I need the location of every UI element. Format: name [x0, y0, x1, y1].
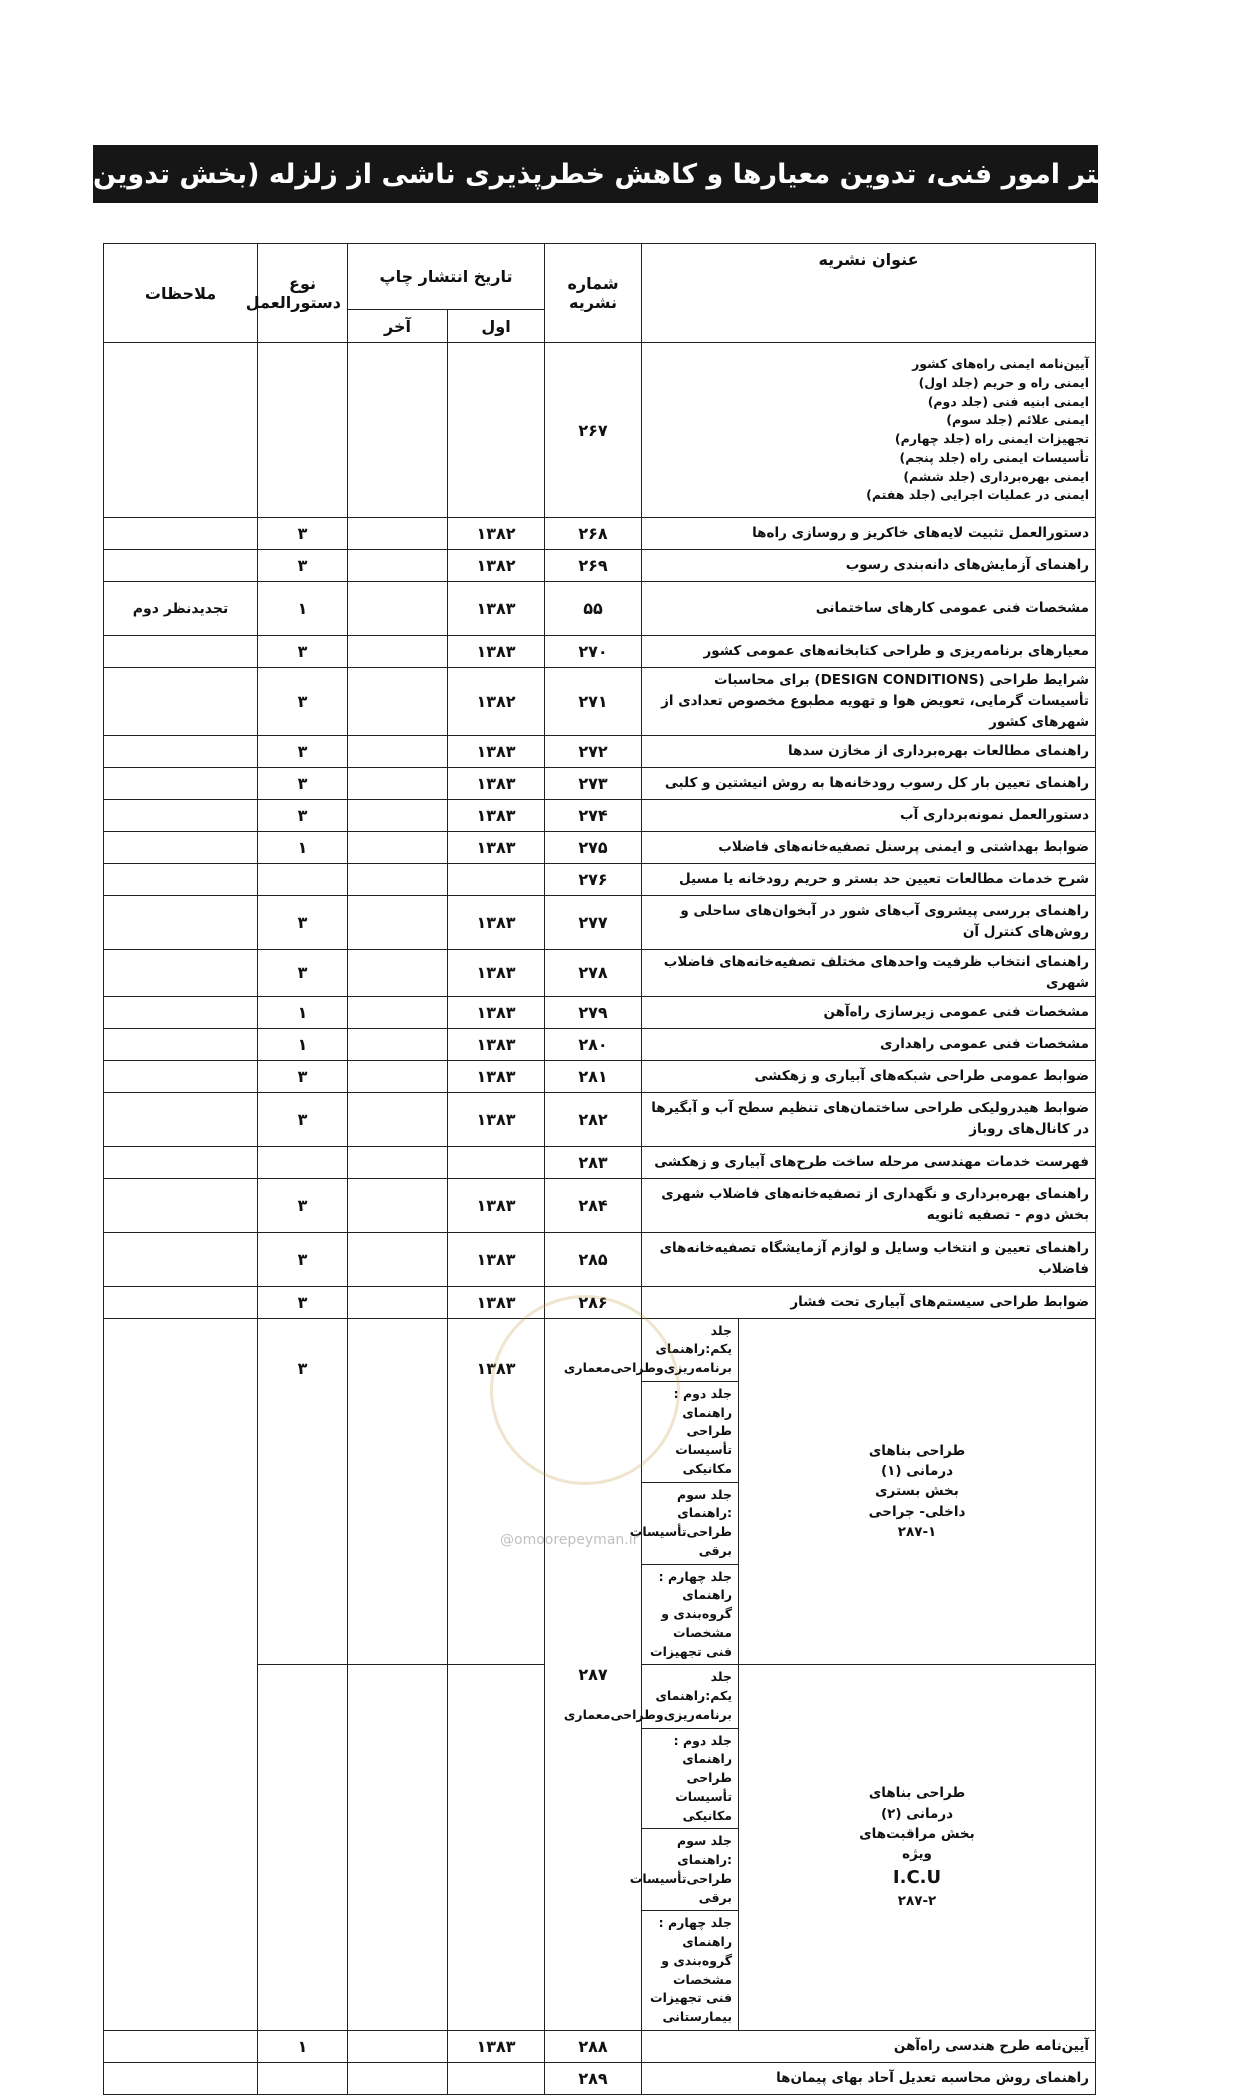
row-notes [104, 767, 258, 799]
row-title: راهنمای بهره‌برداری و نگهداری از تصفیه‌خانه‌های فاضلاب شهری بخش دوم - تصفیه ثانویه [642, 1178, 1096, 1232]
row-number: ۲۸۱ [545, 1060, 642, 1092]
volume-cell [629, 1482, 739, 1564]
row-type: ۱ [258, 996, 348, 1028]
row-first [448, 2062, 545, 2094]
row-type: ۳ [258, 1060, 348, 1092]
table-row [104, 895, 1096, 949]
row-first [448, 1665, 545, 2031]
volume-label: جلد دوم : [673, 1385, 733, 1401]
table-row [104, 343, 1096, 518]
volume-cell [629, 1829, 739, 1911]
row-number: ۲۷۳ [545, 767, 642, 799]
row-notes [104, 1146, 258, 1178]
row-number: ۲۷۹ [545, 996, 642, 1028]
publication-subtitle-line: ایمنی علائم (جلد سوم) [946, 412, 1090, 428]
row-notes [104, 2062, 258, 2094]
row-notes [104, 636, 258, 668]
table-row [104, 582, 1096, 636]
row-first: ۱۳۸۳ [448, 1060, 545, 1092]
volume-text: راهنمای طراحی تأسیسات مکانیکی [675, 1404, 733, 1476]
row-last [348, 550, 448, 582]
row-number: ۲۶۷ [545, 343, 642, 518]
row-last [348, 895, 448, 949]
row-notes [104, 799, 258, 831]
row-last [348, 2062, 448, 2094]
table-row [104, 1146, 1096, 1178]
row-type: ۳ [258, 1232, 348, 1286]
volume-label: جلد سوم : [677, 1833, 733, 1868]
volume-cell [642, 1564, 739, 1665]
table-row [104, 518, 1096, 550]
table-row [104, 2030, 1096, 2062]
row-first: ۱۳۸۳ [448, 895, 545, 949]
row-title: ضوابط بهداشتی و ایمنی پرسنل تصفیه‌خانه‌های فاضلاب [642, 831, 1096, 863]
row-number: ۲۸۷ [545, 1318, 642, 2030]
table-row [104, 2062, 1096, 2094]
table-row [104, 863, 1096, 895]
row-type: ۱ [258, 582, 348, 636]
group-name-line: طراحی بناهای [868, 1442, 966, 1459]
table-row [104, 636, 1096, 668]
row-first: ۱۳۸۳ [448, 1286, 545, 1318]
row-last [348, 2030, 448, 2062]
row-notes [104, 1028, 258, 1060]
row-title: راهنمای بررسی پیشروی آب‌های شور در آبخوان‌های ساحلی و روش‌های کنترل آن [642, 895, 1096, 949]
row-notes [104, 550, 258, 582]
row-title: فهرست خدمات مهندسی مرحله ساخت طرح‌های آبیاری و زهکشی [642, 1146, 1096, 1178]
row-first: ۱۳۸۳ [448, 799, 545, 831]
row-last [348, 343, 448, 518]
row-number: ۲۶۸ [545, 518, 642, 550]
table-row [104, 799, 1096, 831]
publication-subtitle-line: ایمنی در عملیات اجرایی (جلد هفتم) [866, 487, 1090, 503]
volume-cell [642, 1728, 739, 1829]
row-first: ۱۳۸۳ [448, 1178, 545, 1232]
row-first: ۱۳۸۲ [448, 550, 545, 582]
volume-text: راهنمای برنامه‌ریزی‌وطراحی‌معماری [563, 1341, 733, 1376]
row-type: ۳ [258, 518, 348, 550]
row-first: ۱۳۸۳ [448, 582, 545, 636]
row-type: ۳ [258, 668, 348, 736]
row-first: ۱۳۸۳ [448, 735, 545, 767]
row-first [448, 1146, 545, 1178]
row-number: ۲۸۹ [545, 2062, 642, 2094]
row-last [348, 767, 448, 799]
row-type: ۳ [258, 636, 348, 668]
row-last [348, 668, 448, 736]
row-last [348, 1092, 448, 1146]
row-last [348, 582, 448, 636]
publication-subtitle-line: آیین‌نامه ایمنی راه‌های کشور [912, 356, 1090, 371]
row-number: ۲۸۶ [545, 1286, 642, 1318]
row-title: راهنمای مطالعات بهره‌برداری از مخازن سدها [642, 735, 1096, 767]
publication-subtitle-line: ایمنی بهره‌برداری (جلد ششم) [903, 468, 1090, 484]
row-notes [104, 1060, 258, 1092]
row-first: ۱۳۸۳ [448, 767, 545, 799]
row-type [258, 343, 348, 518]
row-title: مشخصات فنی عمومی زیرسازی راه‌آهن [642, 996, 1096, 1028]
group-name [739, 1665, 1096, 2031]
row-number: ۲۶۹ [545, 550, 642, 582]
row-notes [104, 1286, 258, 1318]
table-row [104, 1178, 1096, 1232]
row-title: معیارهای برنامه‌ریزی و طراحی کتابخانه‌های عمومی کشور [642, 636, 1096, 668]
row-type [258, 1146, 348, 1178]
row-first [448, 863, 545, 895]
volume-text: راهنمای گروه‌بندی و مشخصات فنی تجهیزات [650, 1587, 733, 1659]
row-title: دستورالعمل نمونه‌برداری آب [642, 799, 1096, 831]
row-first: ۱۳۸۳ [448, 1092, 545, 1146]
row-number: ۲۷۵ [545, 831, 642, 863]
row-notes [104, 518, 258, 550]
publication-subtitle-line: تأسیسات ایمنی راه (جلد پنجم) [899, 449, 1090, 465]
row-first: ۱۳۸۳ [448, 831, 545, 863]
row-type: ۱ [258, 2030, 348, 2062]
row-number: ۲۷۶ [545, 863, 642, 895]
group-name-line: I.C.U [892, 1867, 942, 1889]
row-last [348, 1178, 448, 1232]
row-notes [104, 1178, 258, 1232]
row-notes [104, 668, 258, 736]
row-first: ۱۳۸۳ [448, 1318, 545, 1665]
row-last [348, 1665, 448, 2031]
header-last: آخر [348, 310, 448, 343]
row-first: ۱۳۸۳ [448, 2030, 545, 2062]
volume-text: راهنمای برنامه‌ریزی‌وطراحی‌معماری [563, 1688, 733, 1722]
row-type [258, 2062, 348, 2094]
row-type: ۳ [258, 550, 348, 582]
table-header-row [104, 244, 1096, 310]
row-number: ۲۷۲ [545, 735, 642, 767]
table-row [104, 1286, 1096, 1318]
row-title: آیین‌نامه طرح هندسی راه‌آهن [642, 2030, 1096, 2062]
table-row [104, 1060, 1096, 1092]
row-number: ۲۷۸ [545, 949, 642, 996]
table-row [104, 735, 1096, 767]
row-notes [104, 949, 258, 996]
row-first: ۱۳۸۲ [448, 668, 545, 736]
table-row [104, 1318, 1096, 1381]
row-number: ۲۸۳ [545, 1146, 642, 1178]
row-number: ۲۸۵ [545, 1232, 642, 1286]
row-notes [104, 1232, 258, 1286]
row-type: ۳ [258, 1318, 348, 1665]
header-date-group: تاریخ انتشار چاپ [348, 244, 545, 310]
row-first: ۱۳۸۳ [448, 1028, 545, 1060]
row-last [348, 1060, 448, 1092]
volume-text: راهنمای طراحی‌تأسیسات برقی [629, 1852, 733, 1905]
group-name [739, 1318, 1096, 1665]
row-notes [104, 2030, 258, 2062]
row-title: مشخصات فنی عمومی کارهای ساختمانی [642, 582, 1096, 636]
volume-label: جلد چهارم : [658, 1915, 733, 1931]
row-title: شرح خدمات مطالعات تعیین حد بستر و حریم رودخانه یا مسیل [642, 863, 1096, 895]
page-title: نشریات دفتر امور فنی، تدوین معیارها و کاهش خطرپذیری ناشی از زلزله (بخش تدوین [93, 145, 1098, 203]
row-type [258, 863, 348, 895]
group-name-line: ۲۸۷-۲ [897, 1893, 937, 1910]
row-number: ۲۸۲ [545, 1092, 642, 1146]
row-number: ۲۷۰ [545, 636, 642, 668]
table-row [104, 668, 1096, 736]
table-row [104, 996, 1096, 1028]
row-type: ۱ [258, 831, 348, 863]
row-last [348, 1318, 448, 1665]
group-name-line: درمانی (۲) [880, 1805, 954, 1822]
row-notes [104, 895, 258, 949]
row-number: ۲۷۱ [545, 668, 642, 736]
volume-text: راهنمای طراحی تأسیسات مکانیکی [675, 1751, 733, 1823]
volume-cell [642, 1911, 739, 2031]
volume-cell [642, 1381, 739, 1482]
row-last [348, 1146, 448, 1178]
row-type: ۳ [258, 949, 348, 996]
volume-label: جلد چهارم : [658, 1568, 733, 1584]
row-type: ۳ [258, 767, 348, 799]
row-last [348, 1286, 448, 1318]
row-type: ۳ [258, 1286, 348, 1318]
volume-text: راهنمای طراحی‌تأسیسات برقی [629, 1505, 733, 1558]
publication-subtitle-line: تجهیزات ایمنی راه (جلد چهارم) [894, 431, 1090, 446]
header-title: عنوان نشریه [642, 244, 1096, 343]
watermark-text: @omoorepeyman.ir [500, 1532, 639, 1548]
group-name-line: بخش مراقبت‌های [859, 1825, 975, 1842]
row-last [348, 1232, 448, 1286]
row-last [348, 1028, 448, 1060]
row-last [348, 636, 448, 668]
table-row [104, 1028, 1096, 1060]
row-last [348, 863, 448, 895]
group-name-line: ویژه [902, 1846, 932, 1863]
row-type [258, 1665, 348, 2031]
row-notes [104, 735, 258, 767]
publication-subtitle-line: ایمنی ابنیه فنی (جلد دوم) [927, 393, 1090, 409]
table-row [104, 1232, 1096, 1286]
row-type: ۳ [258, 799, 348, 831]
row-first [448, 343, 545, 518]
header-notes: ملاحظات [104, 244, 258, 343]
row-type: ۳ [258, 1092, 348, 1146]
table-body [104, 343, 1096, 2095]
row-last [348, 518, 448, 550]
publication-subtitle-line: ایمنی راه و حریم (جلد اول) [918, 374, 1090, 390]
row-first: ۱۳۸۳ [448, 996, 545, 1028]
group-name-line: درمانی (۱) [880, 1463, 954, 1480]
row-first: ۱۳۸۳ [448, 949, 545, 996]
row-number: ۲۷۴ [545, 799, 642, 831]
group-name-line: بخش بستری [875, 1483, 959, 1500]
row-type: ۳ [258, 735, 348, 767]
row-last [348, 996, 448, 1028]
row-notes [104, 343, 258, 518]
table-row [104, 550, 1096, 582]
volume-label: جلد سوم : [677, 1486, 733, 1521]
volume-text: راهنمای گروه‌بندی و مشخصات فنی تجهیزات بیمارستانی [650, 1934, 733, 2025]
row-notes [104, 863, 258, 895]
row-title: ضوابط عمومی طراحی شبکه‌های آبیاری و زهکشی [642, 1060, 1096, 1092]
row-first: ۱۳۸۲ [448, 518, 545, 550]
row-number: ۲۸۸ [545, 2030, 642, 2062]
table-row [104, 767, 1096, 799]
row-title: راهنمای انتخاب ظرفیت واحدهای مختلف تصفیه‌خانه‌های فاضلاب شهری [642, 949, 1096, 996]
group-name-line: طراحی بناهای [868, 1785, 966, 1802]
table-row [104, 831, 1096, 863]
row-last [348, 799, 448, 831]
row-notes: تجدیدنظر دوم [104, 582, 258, 636]
row-last [348, 735, 448, 767]
row-title: مشخصات فنی عمومی راهداری [642, 1028, 1096, 1060]
row-last [348, 949, 448, 996]
row-type: ۳ [258, 895, 348, 949]
row-first: ۱۳۸۳ [448, 1232, 545, 1286]
publications-table [103, 243, 1096, 2095]
volume-cell [563, 1318, 739, 1381]
group-name-line: داخلی- جراحی [868, 1503, 966, 1520]
volume-label: جلد یکم: [705, 1669, 733, 1704]
row-title: راهنمای آزمایش‌های دانه‌بندی رسوب [642, 550, 1096, 582]
row-title [642, 343, 1096, 518]
row-notes [104, 831, 258, 863]
row-title: دستورالعمل تثبیت لایه‌های خاکریز و روسازی راه‌ها [642, 518, 1096, 550]
row-title: راهنمای تعیین و انتخاب وسایل و لوازم آزمایشگاه تصفیه‌خانه‌های فاضلاب [642, 1232, 1096, 1286]
row-number: ۲۸۴ [545, 1178, 642, 1232]
volume-label: جلد دوم : [673, 1732, 733, 1748]
row-notes [104, 1318, 258, 2030]
row-title: راهنمای روش محاسبه تعدیل آحاد بهای پیمان‌ها [642, 2062, 1096, 2094]
row-number: ۲۷۷ [545, 895, 642, 949]
volume-label: جلد یکم: [705, 1322, 733, 1357]
table-row [104, 1092, 1096, 1146]
group-name-line: ۲۸۷-۱ [897, 1523, 937, 1540]
row-number: ۲۸۰ [545, 1028, 642, 1060]
row-first: ۱۳۸۳ [448, 636, 545, 668]
header-number: شماره نشریه [545, 244, 642, 343]
row-last [348, 831, 448, 863]
table-row [104, 949, 1096, 996]
row-type: ۳ [258, 1178, 348, 1232]
row-title: شرایط طراحی (DESIGN CONDITIONS) برای محاسبات تأسیسات گرمایی، تعویض هوا و تهویه مطبوع مخصوص تعدادی از شهرهای کشور [642, 668, 1096, 736]
header-type: نوع دستورالعمل [258, 244, 348, 343]
header-first: اول [448, 310, 545, 343]
row-type: ۱ [258, 1028, 348, 1060]
row-title: ضوابط هیدرولیکی طراحی ساختمان‌های تنظیم سطح آب و آبگیرها در کانال‌های روباز [642, 1092, 1096, 1146]
row-title: راهنمای تعیین بار کل رسوب رودخانه‌ها به روش انیشتین و کلبی [642, 767, 1096, 799]
row-notes [104, 996, 258, 1028]
row-notes [104, 1092, 258, 1146]
row-number: ۵۵ [545, 582, 642, 636]
row-title: ضوابط طراحی سیستم‌های آبیاری تحت فشار [642, 1286, 1096, 1318]
